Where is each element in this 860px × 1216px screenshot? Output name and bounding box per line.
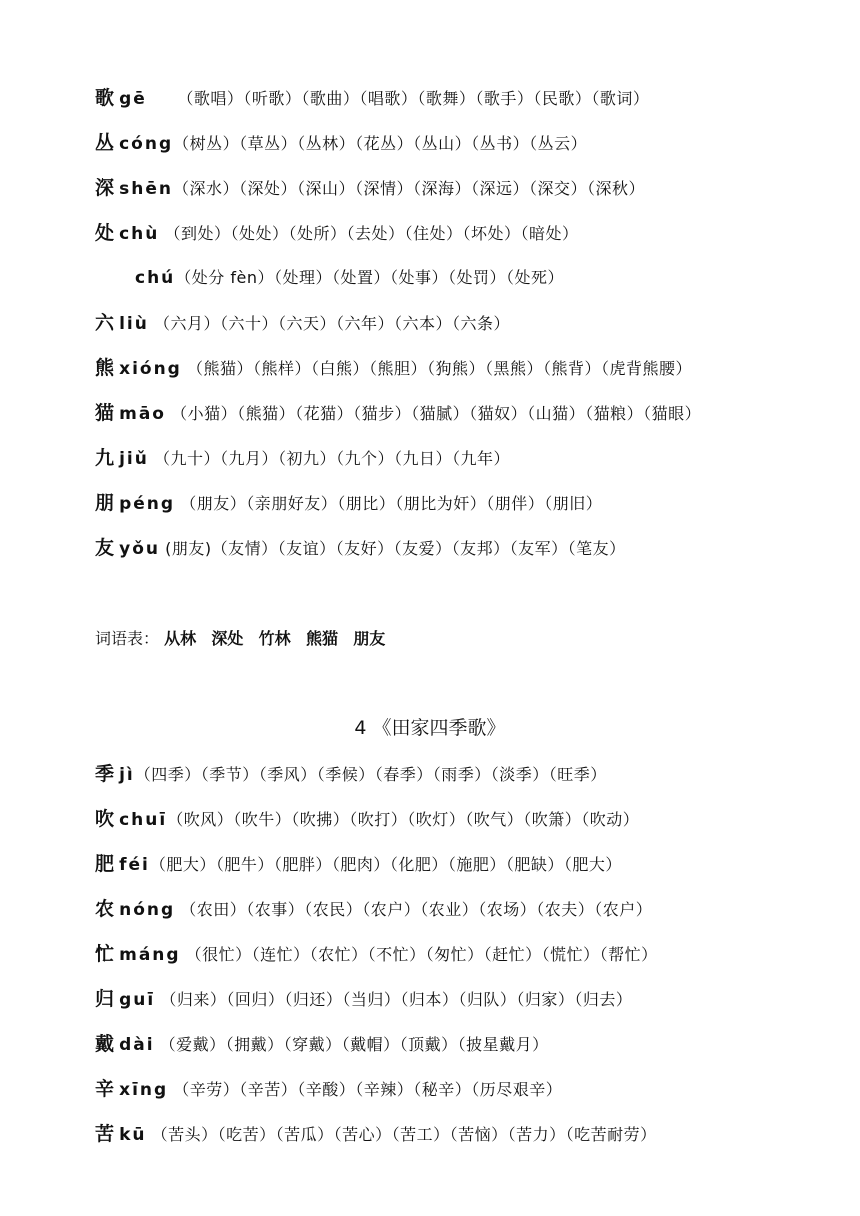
vocab-label: 词语表： — [95, 629, 160, 648]
entry-pinyin: gē — [119, 89, 147, 109]
entry-character: 戴 — [95, 1033, 115, 1055]
entry-words: （肥大）（肥牛）（肥胖）（肥肉）（化肥）（施肥）（肥缺）（肥大） — [149, 855, 622, 874]
entry-row — [95, 83, 649, 113]
entry-row — [95, 533, 626, 563]
entry-pinyin: cóng — [119, 134, 174, 154]
entry-row — [95, 443, 510, 473]
entry-words: （农田）（农事）（农民）（农户）（农业）（农场）（农夫）（农户） — [180, 900, 653, 919]
entry-pinyin: xióng — [119, 359, 182, 379]
entry-pinyin: nóng — [119, 900, 176, 920]
entry-character: 朋 — [95, 492, 115, 514]
entry-row — [95, 488, 602, 518]
entry-words: （辛劳）（辛苦）（辛酸）（辛辣）（秘辛）（历尽艰辛） — [173, 1080, 563, 1099]
vocab-word: 竹林 — [258, 629, 291, 648]
entry-words: （九十）（九月）（初九）（九个）（九日）（九年） — [153, 449, 510, 468]
entry-pinyin: shēn — [119, 179, 173, 199]
vocab-list — [95, 624, 385, 654]
entry-pinyin: chù — [119, 224, 160, 244]
entry-words: （爱戴）（拥戴）（穿戴）（戴帽）（顶戴）（披星戴月） — [159, 1035, 549, 1054]
entry-pinyin: māo — [119, 404, 166, 424]
entry-pinyin: chú — [135, 268, 176, 288]
entry-words: （小猫）（熊猫）（花猫）（猫步）（猫腻）（猫奴）（山猫）（猫粮）（猫眼） — [171, 404, 702, 423]
entry-character: 处 — [95, 222, 115, 244]
entry-pinyin: liù — [119, 314, 149, 334]
entry-pinyin: dài — [119, 1035, 155, 1055]
entry-row — [95, 353, 692, 383]
entry-row — [95, 1029, 549, 1059]
entry-words: （苦头）（吃苦）（苦瓜）（苦心）（苦工）（苦恼）（苦力）（吃苦耐劳） — [151, 1125, 657, 1144]
entry-words: （很忙）（连忙）（农忙）（不忙）（匆忙）（赶忙）（慌忙）（帮忙） — [185, 945, 658, 964]
entry-row — [95, 894, 652, 924]
entry-character: 猫 — [95, 402, 115, 424]
entry-words: （吹风）（吹牛）（吹拂）（吹打）（吹灯）（吹气）（吹箫）（吹动） — [167, 810, 640, 829]
entry-row — [95, 804, 639, 834]
entry-pinyin: péng — [119, 494, 176, 514]
vocab-word: 熊猫 — [305, 629, 338, 648]
entry-row — [95, 1074, 562, 1104]
entry-pinyin: kū — [119, 1125, 147, 1145]
entry-words: (朋友)（友情）（友谊）（友好）（友爱）（友邦）（友军）（笔友） — [165, 539, 626, 558]
entry-character: 季 — [95, 763, 115, 785]
entry-words: （歌唱）（听歌）（歌曲）（唱歌）（歌舞）（歌手）（民歌）（歌词） — [177, 89, 650, 108]
entry-character: 友 — [95, 537, 115, 559]
vocab-word: 深处 — [211, 629, 244, 648]
entry-words: （到处）（处处）（处所）（去处）（住处）（坏处）（暗处） — [164, 224, 579, 243]
vocab-word: 朋友 — [353, 629, 386, 648]
entry-sub-row — [135, 263, 564, 293]
entry-character: 吹 — [95, 808, 115, 830]
entry-pinyin: máng — [119, 945, 181, 965]
entry-row — [95, 984, 632, 1014]
entry-words: （朋友）（亲朋好友）（朋比）（朋比为奸）（朋伴）（朋旧） — [180, 494, 603, 513]
entry-character: 归 — [95, 988, 115, 1010]
entry-pinyin: jiǔ — [119, 449, 149, 469]
entry-pinyin: jì — [119, 765, 135, 785]
entry-character: 辛 — [95, 1078, 115, 1100]
entry-row — [95, 759, 607, 789]
entry-words: （树丛）（草丛）（丛林）（花丛）（丛山）（丛书）（丛云） — [173, 134, 588, 153]
entry-character: 歌 — [95, 87, 115, 109]
entry-row — [95, 849, 622, 879]
entry-pinyin: chuī — [119, 810, 168, 830]
entry-character: 九 — [95, 447, 115, 469]
entry-character: 苦 — [95, 1123, 115, 1145]
entry-words: （归来）（回归）（归还）（当归）（归本）（归队）（归家）（归去） — [160, 990, 633, 1009]
entry-words: （处分 fèn）（处理）（处置）（处事）（处罚）（处死） — [175, 268, 565, 287]
entry-words: （熊猫）（熊样）（白熊）（熊胆）（狗熊）（黑熊）（熊背）（虎背熊腰） — [186, 359, 692, 378]
entry-pinyin: yǒu — [119, 539, 160, 559]
entry-character: 肥 — [95, 853, 115, 875]
entry-row — [95, 173, 645, 203]
entry-words: （六月）（六十）（六天）（六年）（六本）（六条） — [153, 314, 510, 333]
lesson-title: 4 《田家四季歌》 — [354, 717, 506, 739]
entry-character: 忙 — [95, 943, 115, 965]
entry-words: （深水）（深处）（深山）（深情）（深海）（深远）（深交）（深秋） — [172, 179, 645, 198]
entry-character: 六 — [95, 312, 115, 334]
entry-row — [95, 128, 587, 158]
entry-character: 丛 — [95, 132, 115, 154]
entry-row — [95, 218, 579, 248]
entry-pinyin: xīng — [119, 1080, 169, 1100]
entry-row — [95, 1119, 657, 1149]
entry-words: （四季）（季节）（季风）（季候）（春季）（雨季）（淡季）（旺季） — [134, 765, 607, 784]
entry-row — [95, 308, 510, 338]
entry-character: 熊 — [95, 357, 115, 379]
entry-pinyin: guī — [119, 990, 156, 1010]
entry-pinyin: féi — [119, 855, 150, 875]
vocab-word: 从林 — [164, 629, 197, 648]
entry-row — [95, 398, 701, 428]
entry-row — [95, 939, 658, 969]
entry-character: 农 — [95, 898, 115, 920]
entry-character: 深 — [95, 177, 115, 199]
